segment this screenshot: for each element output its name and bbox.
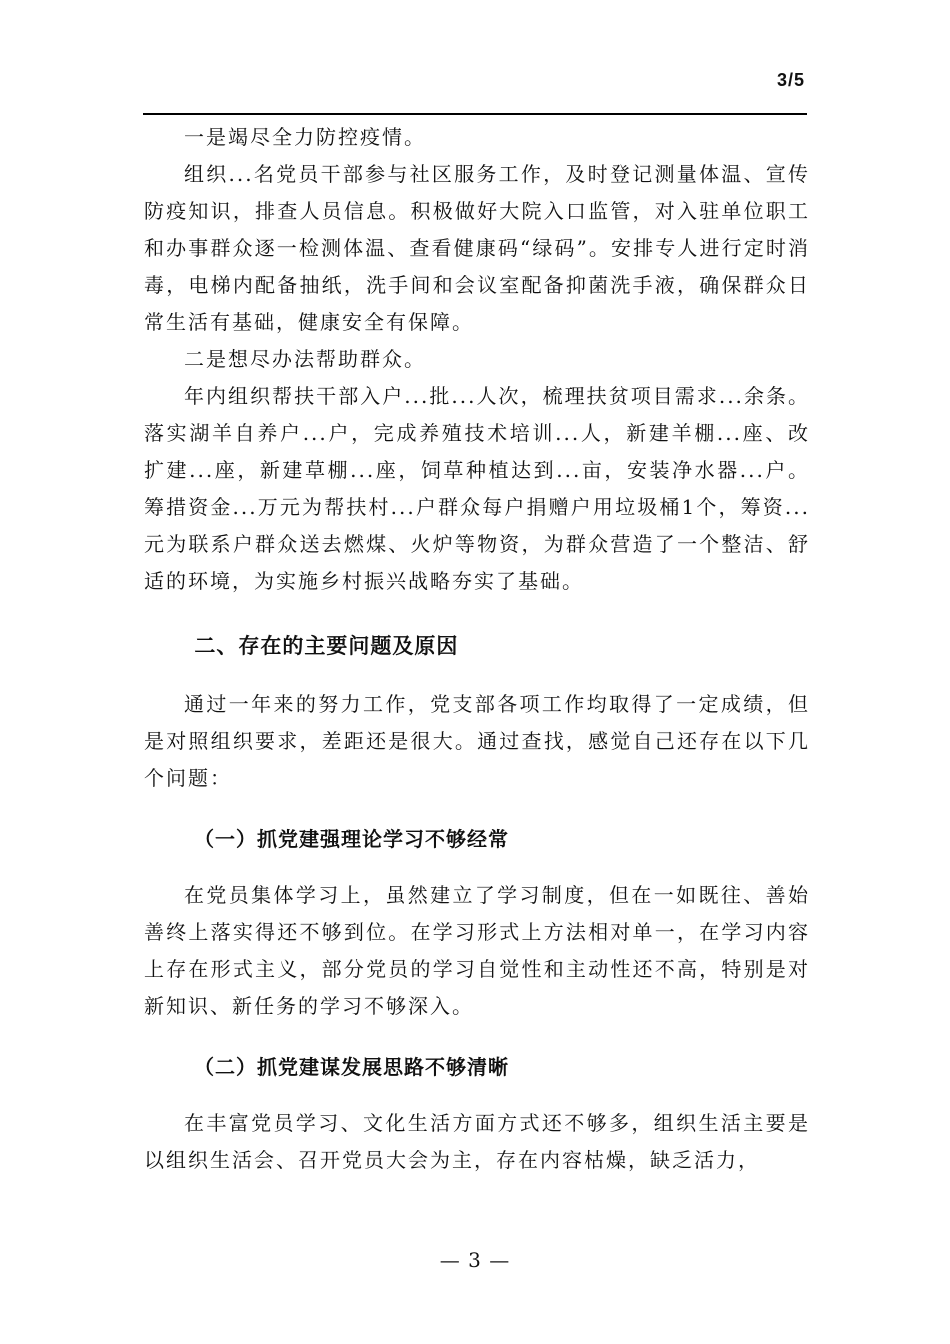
paragraph-point-one: 一是竭尽全力防控疫情。	[184, 125, 426, 149]
page-counter: 3/5	[776, 70, 805, 90]
document-body	[144, 119, 810, 1179]
paragraph-theory-study: 在党员集体学习上，虽然建立了学习制度，但在一如既往、善始善终上落实得还不够到位。在学习形式上方法相对单一，在学习内容上存在形式主义，部分党员的学习自觉性和主动性还不高，特别是对新知识、新任务的学习不够深入。	[144, 883, 810, 1018]
paragraph-development-ideas: 在丰富党员学习、文化生活方面方式还不够多，组织生活主要是以组织生活会、召开党员大会为主，存在内容枯燥，缺乏活力，	[144, 1111, 810, 1172]
paragraph-point-two: 二是想尽办法帮助群众。	[184, 347, 426, 371]
header-rule	[143, 113, 807, 115]
page-number-footer: — 3 —	[439, 1248, 511, 1272]
paragraph-epidemic-prevention: 组织...名党员干部参与社区服务工作，及时登记测量体温、宣传防疫知识，排查人员信息。积极做好大院入口监管，对入驻单位职工和办事群众逐一检测体温、查看健康码“绿码”。安排专人进行定时消毒，电梯内配备抽纸，洗手间和会议室配备抑菌洗手液，确保群众日常生活有基础，健康安全有保障。	[144, 162, 810, 334]
subsection-heading-theory-study: （一）抓党建强理论学习不够经常	[194, 827, 509, 851]
paragraph-poverty-relief: 年内组织帮扶干部入户...批...人次，梳理扶贫项目需求...余条。落实湖羊自养户...户，完成养殖技术培训...人，新建羊棚...座、改扩建...座，新建草棚...座，饲草种植达到...亩，安装净水器...户。筹措资金...万元为帮扶村...户群众每户捐赠户用垃圾桶1个，筹资...元为联系户群众送去燃煤、火炉等物资，为群众营造了一个整洁、舒适的环境，为实施乡村振兴战略夯实了基础。	[144, 384, 810, 593]
section-heading-problems: 二、存在的主要问题及原因	[194, 634, 459, 658]
subsection-heading-development-ideas: （二）抓党建谋发展思路不够清晰	[194, 1055, 509, 1079]
paragraph-problems-intro: 通过一年来的努力工作，党支部各项工作均取得了一定成绩，但是对照组织要求，差距还是很大。通过查找，感觉自己还存在以下几个问题：	[144, 692, 810, 790]
